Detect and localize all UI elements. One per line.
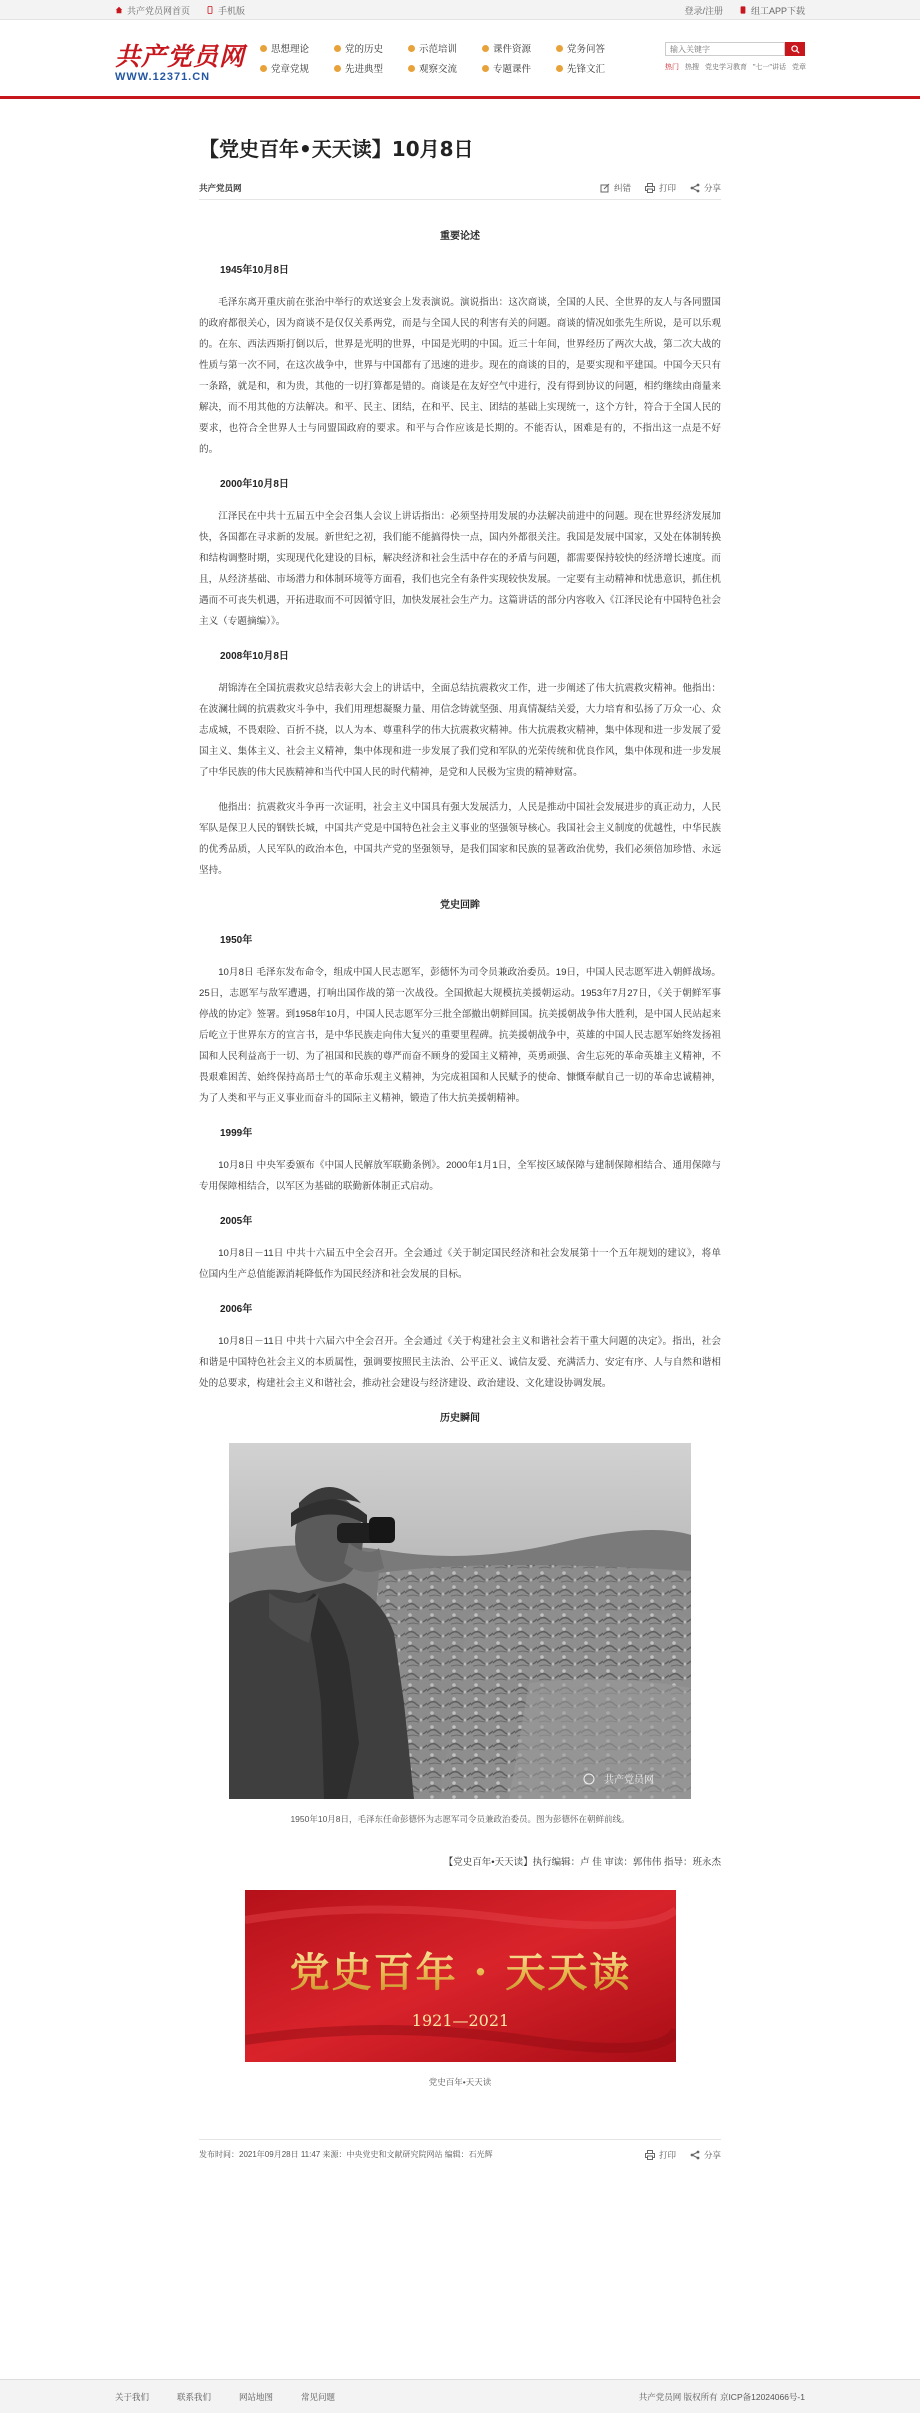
credits: 【党史百年•天天读】执行编辑：卢 佳 审读：郭伟伟 指导：班永杰 <box>443 1857 721 1868</box>
historical-photo <box>229 1443 691 1799</box>
hot-item[interactable]: 党史学习教育 <box>705 64 747 71</box>
date-heading: 2000年10月8日 <box>220 479 289 490</box>
share-icon <box>690 183 700 193</box>
logo-url: WWW.12371.CN <box>115 71 211 83</box>
mobile-icon <box>206 6 214 14</box>
login-link[interactable]: 登录/注册 <box>684 5 723 16</box>
app-download-link[interactable] <box>739 4 805 17</box>
hot-item[interactable]: 热搜 <box>685 64 699 71</box>
nav-bullet-icon <box>334 45 341 52</box>
print-button-bottom[interactable]: 打印 <box>645 2149 676 2161</box>
banner-years: 1921—2021 <box>411 2011 509 2030</box>
article-source: 共产党员网 <box>199 182 242 193</box>
site-footer <box>0 2379 920 2413</box>
nav-bullet-icon <box>482 65 489 72</box>
app-download-label: 组工APP下载 <box>750 5 805 16</box>
nav-bullet-icon <box>408 45 415 52</box>
search-input[interactable] <box>665 42 785 56</box>
date-heading: 2006年 <box>220 1304 253 1315</box>
site-logo[interactable] <box>115 33 245 83</box>
banner-caption: 党史百年•天天读 <box>428 2077 492 2087</box>
section-title: 历史瞬间 <box>440 1413 480 1424</box>
banner-title: 党史百年 · 天天读 <box>289 1949 631 1996</box>
footer-link-faq[interactable]: 常见问题 <box>301 2392 336 2402</box>
copyright: 共产党员网 版权所有 京ICP备12024066号-1 <box>638 2392 805 2402</box>
logo-name: 共产党员网 <box>115 42 246 71</box>
print-icon <box>645 2150 655 2160</box>
date-heading: 1945年10月8日 <box>220 265 289 276</box>
hot-item[interactable]: "七一"讲话 <box>753 64 786 71</box>
article <box>199 136 721 2169</box>
paragraph: 他指出：抗震救灾斗争再一次证明，社会主义中国具有强大发展活力，人民是推动中国社会发展进步的真正动力，人民军队是保卫人民的钢铁长城，中国共产党是中国特色社会主义事业的坚强领导核心。我国社会主义制度的优越性，中华民族的优秀品质，人民军队的政治本色，中国共产党的坚强领导，是我们国家和民族的显著政治优势，我们必须倍加珍惜、永远坚持。 <box>199 802 721 876</box>
nav-bullet-icon <box>556 65 563 72</box>
photo-caption: 1950年10月8日，毛泽东任命彭德怀为志愿军司令员兼政治委员。图为彭德怀在朝鲜前线。 <box>290 1814 630 1824</box>
footer-links <box>115 2391 335 2403</box>
top-bar <box>0 0 920 20</box>
nav-item[interactable]: 党的历史 <box>334 41 408 55</box>
share-button-bottom[interactable]: 分享 <box>690 2149 721 2161</box>
mobile-link-label: 手机版 <box>218 5 246 16</box>
phone-icon <box>739 6 747 14</box>
paragraph: 10月8日－11日 中共十六届五中全会召开。全会通过《关于制定国民经济和社会发展第十一个五年规划的建议》，将单位国内生产总值能源消耗降低作为国民经济和社会发展的目标。 <box>199 1248 721 1280</box>
hot-item[interactable]: 党章 <box>791 64 806 71</box>
search-icon <box>791 45 800 54</box>
date-heading: 1999年 <box>220 1128 253 1139</box>
date-heading: 2008年10月8日 <box>220 651 289 662</box>
search-button[interactable] <box>785 42 805 56</box>
date-heading: 2005年 <box>220 1216 253 1227</box>
nav-bullet-icon <box>408 65 415 72</box>
home-icon <box>115 6 123 14</box>
nav-item[interactable]: 示范培训 <box>408 41 482 55</box>
footer-link-about[interactable]: 关于我们 <box>115 2392 150 2402</box>
nav-item[interactable]: 观察交流 <box>408 61 482 75</box>
hot-label: 热门 <box>665 64 679 71</box>
nav-item[interactable]: 党章党规 <box>260 61 334 75</box>
paragraph: 胡锦涛在全国抗震救灾总结表彰大会上的讲话中，全面总结抗震救灾工作，进一步阐述了伟大抗震救灾精神。他指出：在波澜壮阔的抗震救灾斗争中，我们用理想凝聚力量、用信念铸就坚强、用真情凝结关爱，大力培育和弘扬了万众一心、众志成城，不畏艰险、百折不挠，以人为本、尊重科学的伟大抗震救灾精神。伟大抗震救灾精神，集中体现和进一步发展了爱国主义、集体主义、社会主义精神，集中体现和进一步发展了我们党和军队的光荣传统和优良作风，集中体现和进一步发展了中华民族的伟大民族精神和当代中国人民的时代精神，是党和人民极为宝贵的精神财富。 <box>199 683 721 778</box>
photo-watermark: 共产党员网 <box>604 1775 654 1786</box>
header-divider <box>0 96 920 99</box>
section-title: 党史回眸 <box>440 900 480 911</box>
search-area <box>665 42 805 72</box>
publish-info: 发布时间：2021年09月28日 11:47 来源：中央党史和文献研究院网站 编辑：石光辉 <box>199 2150 493 2159</box>
share-button[interactable]: 分享 <box>690 182 721 194</box>
series-banner <box>245 1890 676 2062</box>
section-title: 重要论述 <box>440 231 480 242</box>
nav-bullet-icon <box>260 45 267 52</box>
article-title: 【党史百年•天天读】10月8日 <box>199 137 474 161</box>
article-body <box>199 226 721 2093</box>
nav-item[interactable]: 课件资源 <box>482 41 556 55</box>
share-icon <box>690 2150 700 2160</box>
paragraph: 10月8日 毛泽东发布命令，组成中国人民志愿军，彭德怀为司令员兼政治委员。19日，中国人民志愿军进入朝鲜战场。25日，志愿军与敌军遭遇，打响出国作战的第一次战役。全国掀起大规模抗美援朝运动。1953年7月27日，《关于朝鲜军事停战的协定》签署。到1958年10月，中国人民志愿军分三批全部撤出朝鲜回国。抗美援朝战争伟大胜利，是中国人民站起来后屹立于世界东方的宣言书，是中华民族走向伟大复兴的重要里程碑。抗美援朝战争中，英雄的中国人民志愿军始终发扬祖国和人民利益高于一切、为了祖国和民族的尊严而奋不顾身的爱国主义精神，英勇顽强、舍生忘死的革命英雄主义精神，不畏艰难困苦、始终保持高昂士气的革命乐观主义精神，为完成祖国和人民赋予的使命、慷慨奉献自己一切的革命忠诚精神，为了人类和平与正义事业而奋斗的国际主义精神，锻造了伟大抗美援朝精神。 <box>199 967 721 1104</box>
nav-bullet-icon <box>556 45 563 52</box>
print-button[interactable]: 打印 <box>645 182 676 194</box>
footer-link-sitemap[interactable]: 网站地图 <box>239 2392 274 2402</box>
nav-item[interactable]: 专题课件 <box>482 61 556 75</box>
nav-bullet-icon <box>334 65 341 72</box>
paragraph: 10月8日－11日 中共十六届六中全会召开。全会通过《关于构建社会主义和谐社会若干重大问题的决定》。指出，社会和谐是中国特色社会主义的本质属性，强调要按照民主法治、公平正义、诚信友爱、充满活力、安定有序、人与自然和谐相处的总要求，构建社会主义和谐社会，推动社会建设与经济建设、政治建设、文化建设协调发展。 <box>199 1336 721 1389</box>
article-footer-meta <box>199 2139 721 2169</box>
nav-bullet-icon <box>260 65 267 72</box>
site-header <box>115 20 805 96</box>
nav-item[interactable]: 先进典型 <box>334 61 408 75</box>
nav-item[interactable]: 先锋文汇 <box>556 61 630 75</box>
correction-button[interactable]: 纠错 <box>600 182 631 194</box>
main-nav <box>260 41 704 75</box>
nav-bullet-icon <box>482 45 489 52</box>
footer-link-contact[interactable]: 联系我们 <box>177 2392 212 2402</box>
paragraph: 10月8日 中央军委颁布《中国人民解放军联勤条例》。2000年1月1日，全军按区域保障与建制保障相结合、通用保障与专用保障相结合，以军区为基础的联勤新体制正式启动。 <box>199 1160 721 1192</box>
paragraph: 毛泽东离开重庆前在张治中举行的欢送宴会上发表演说。演说指出：这次商谈，全国的人民、全世界的友人与各同盟国的政府都很关心，因为商谈不是仅仅关系两党，而是与全国人民的利害有关的问题。商谈的情况如张先生所说，是可以乐观的。在东、西法西斯打倒以后，世界是光明的世界，中国是光明的中国。近三十年间，世界经历了两次大战，第二次大战的性质与第一次不同，在这次战争中，世界与中国都有了迅速的进步。现在的商谈的目的，是要实现和平建国。中国今天只有一条路，就是和，和为贵，其他的一切打算都是错的。商谈是在友好空气中进行，没有得到协议的问题，相约继续由商量来解决，而不用其他的方法解决。和平、民主、团结，在和平、民主、团结的基础上实现统一，这个方针，符合于全国人民的要求，也符合全世界人士与同盟国政府的要求。和平与合作应该是长期的。不能否认，困难是有的，不指出这一点是不好的。 <box>199 297 721 455</box>
article-meta <box>199 180 721 200</box>
print-icon <box>645 183 655 193</box>
nav-item[interactable]: 党务问答 <box>556 41 630 55</box>
home-link[interactable] <box>115 4 190 17</box>
date-heading: 1950年 <box>220 935 253 946</box>
nav-item[interactable]: 思想理论 <box>260 41 334 55</box>
paragraph: 江泽民在中共十五届五中全会召集人会议上讲话指出：必须坚持用发展的办法解决前进中的问题。现在世界经济发展加快，各国都在寻求新的发展。新世纪之初，我们能不能搞得快一点，国内外都很关注。我国是发展中国家，又处在体制转换和结构调整时期，实现现代化建设的目标，解决经济和社会生活中存在的矛盾与问题，都需要保持较快的经济增长速度。而且，从经济基础、市场潜力和体制环境等方面看，我们也完全有条件实现较快发展。一定要有主动精神和忧患意识，抓住机遇而不可丧失机遇，开拓进取而不可因循守旧，加快发展社会生产力。这篇讲话的部分内容收入《江泽民论有中国特色社会主义（专题摘编）》。 <box>199 511 721 627</box>
mobile-link[interactable] <box>206 4 245 17</box>
hot-search-row <box>665 62 805 72</box>
edit-icon <box>600 183 610 193</box>
home-link-label: 共产党员网首页 <box>127 5 191 16</box>
